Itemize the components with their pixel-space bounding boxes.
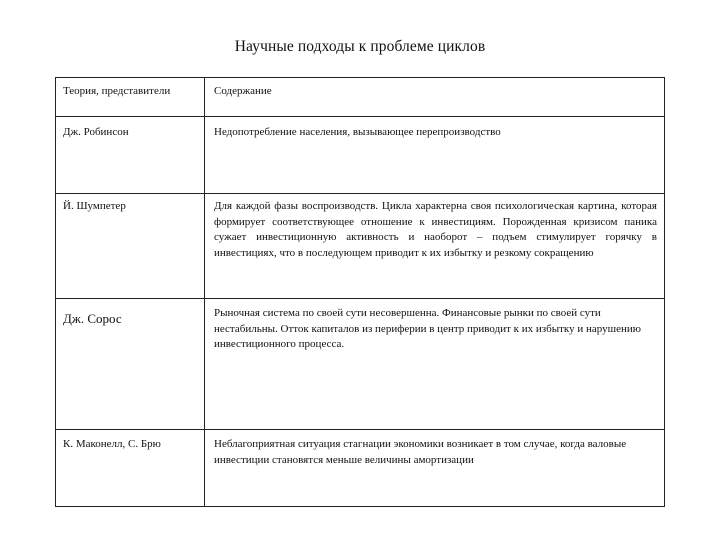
- theories-table: [55, 77, 665, 507]
- theory-content: Для каждой фазы воспроизводств. Цикла характерна своя психологическая картина, которая формирует соответствующее отношение к инвестициям. Порожденная кризисом паника сужает инвестиционную активность и наоборот – подъем стимулирует горячку в инвестициях, что в последующем приводит к их избытку и резкому сокращению: [214, 200, 657, 259]
- theory-name: Й. Шумпетер: [63, 200, 126, 212]
- theory-content: Недопотребление населения, вызывающее перепроизводство: [214, 126, 501, 138]
- table-header-row: [56, 78, 665, 117]
- theory-content: Рыночная система по своей сути несовершенна. Финансовые рынки по своей сути нестабильны. Отток капиталов из периферии в центр приводит к их избытку и нарушению инвестиционного процесса.: [214, 307, 641, 350]
- content-cell: [205, 299, 665, 430]
- theory-name: Дж. Сорос: [63, 311, 122, 326]
- table-row: [56, 299, 665, 430]
- theory-cell: [56, 430, 205, 507]
- header-cell-theory: [56, 78, 205, 117]
- table-row: [56, 430, 665, 507]
- theory-cell: [56, 299, 205, 430]
- content-cell: [205, 117, 665, 194]
- header-cell-content: [205, 78, 665, 117]
- content-cell: [205, 194, 665, 299]
- header-content-label: Содержание: [214, 85, 272, 97]
- theory-name: К. Маконелл, С. Брю: [63, 438, 161, 450]
- theory-cell: [56, 194, 205, 299]
- header-theory-label: Теория, представители: [63, 85, 171, 97]
- table-row: [56, 117, 665, 194]
- page-title: Научные подходы к проблеме циклов: [234, 38, 486, 55]
- theory-cell: [56, 117, 205, 194]
- theory-name: Дж. Робинсон: [63, 126, 129, 138]
- table-row: [56, 194, 665, 299]
- content-cell: [205, 430, 665, 507]
- theory-content: Неблагоприятная ситуация стагнации экономики возникает в том случае, когда валовые инвестиции становятся меньше величины амортизации: [214, 438, 627, 466]
